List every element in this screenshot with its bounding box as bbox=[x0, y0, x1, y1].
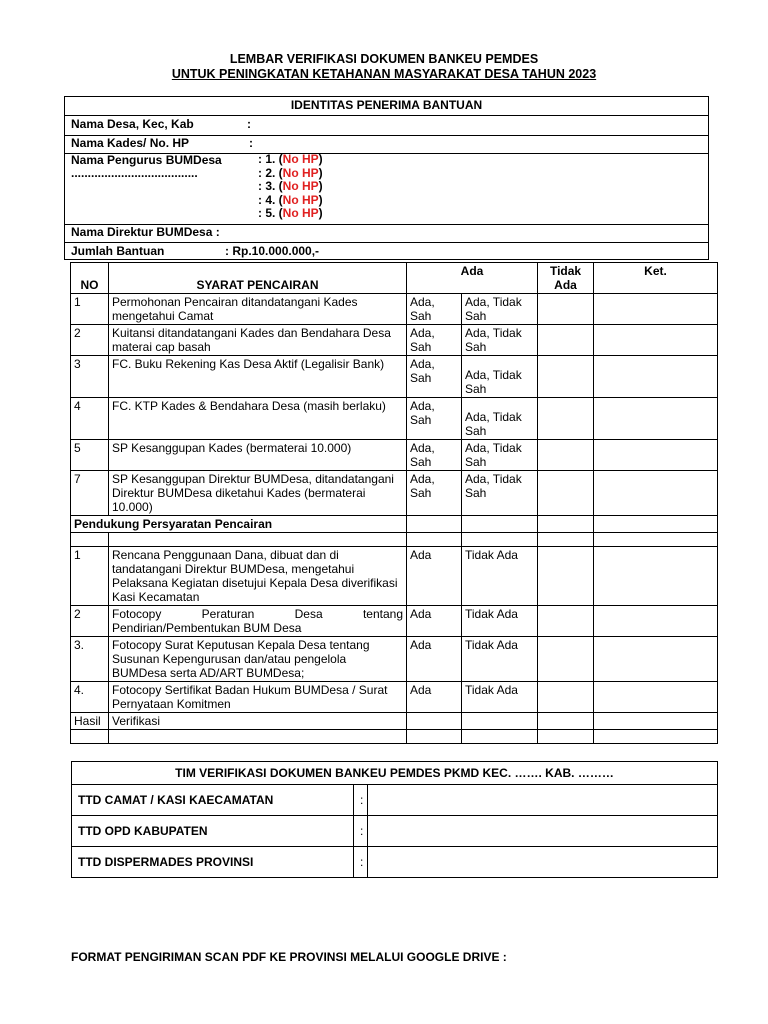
row-tidak-ada-cell bbox=[538, 440, 594, 471]
pengurus-item: : 4. (No HP) bbox=[258, 192, 323, 207]
header-no: NO bbox=[71, 263, 109, 294]
signature-row bbox=[72, 847, 718, 878]
hasil-no: Hasil bbox=[71, 713, 109, 730]
row-syarat: Fotocopy Sertifikat Badan Hukum BUMDesa / Surat Pernyataan Komitmen bbox=[109, 682, 407, 713]
row-ket-cell bbox=[594, 325, 718, 356]
row-syarat: Rencana Penggunaan Dana, dibuat dan di tandatangani Direktur BUMDesa, mengetahui Pelaksana Kegiatan disetujui Kepala Desa diverifikasi Kasi Kecamatan bbox=[109, 547, 407, 606]
table-header-row bbox=[71, 263, 718, 294]
row-ada-sah: Ada, Sah bbox=[407, 440, 462, 471]
row-no: 2 bbox=[71, 325, 109, 356]
row-syarat: FC. KTP Kades & Bendahara Desa (masih berlaku) bbox=[109, 398, 407, 440]
section-row bbox=[71, 516, 718, 533]
identity-heading-row bbox=[65, 97, 708, 116]
document-title: LEMBAR VERIFIKASI DOKUMEN BANKEU PEMDES bbox=[229, 52, 539, 66]
row-syarat: Kuitansi ditandatangani Kades dan Bendahara Desa materai cap basah bbox=[109, 325, 407, 356]
row-tidak-ada: Tidak Ada bbox=[462, 637, 538, 682]
table-row bbox=[71, 294, 718, 325]
signature-label: TTD CAMAT / KASI KAECAMATAN bbox=[72, 785, 354, 816]
hasil-row bbox=[71, 713, 718, 730]
row-ket-cell bbox=[594, 682, 718, 713]
row-ket-cell bbox=[594, 547, 718, 606]
identity-pengurus-row bbox=[65, 153, 708, 225]
identity-box bbox=[64, 96, 709, 260]
row-ket-cell bbox=[594, 440, 718, 471]
pengurus-dots: ...................................... bbox=[71, 166, 198, 180]
row-ket-cell bbox=[594, 356, 718, 398]
hasil-label: Verifikasi bbox=[109, 713, 407, 730]
table-row bbox=[71, 325, 718, 356]
row-ket-cell bbox=[594, 398, 718, 440]
row-tidak-ada: Tidak Ada bbox=[462, 606, 538, 637]
pengurus-item: : 3. (No HP) bbox=[258, 179, 323, 194]
signature-row bbox=[72, 785, 718, 816]
row-ket-cell bbox=[594, 471, 718, 516]
signature-heading-row bbox=[72, 762, 718, 785]
row-tidak-ada-cell bbox=[538, 325, 594, 356]
row-tidak-ada-cell bbox=[538, 682, 594, 713]
table-row bbox=[71, 440, 718, 471]
desa-label: Nama Desa, Kec, Kab bbox=[71, 117, 194, 131]
section-label: Pendukung Persyaratan Pencairan bbox=[71, 516, 407, 533]
row-tidak-ada: Tidak Ada bbox=[462, 682, 538, 713]
signature-table bbox=[71, 761, 718, 878]
row-ada-sah: Ada, Sah bbox=[407, 294, 462, 325]
row-ada-tidak-sah: Ada, Tidak Sah bbox=[462, 294, 538, 325]
signature-colon: : bbox=[354, 785, 368, 816]
row-ada-tidak-sah: Ada, Tidak Sah bbox=[462, 325, 538, 356]
row-ket-cell bbox=[594, 637, 718, 682]
row-ada: Ada bbox=[407, 637, 462, 682]
signature-colon: : bbox=[354, 816, 368, 847]
signature-field bbox=[368, 847, 718, 878]
signature-field bbox=[368, 785, 718, 816]
kades-label: Nama Kades/ No. HP bbox=[71, 136, 190, 150]
row-no: 3. bbox=[71, 637, 109, 682]
header-ada: Ada bbox=[407, 263, 538, 294]
row-tidak-ada: Tidak Ada bbox=[462, 547, 538, 606]
row-no: 4 bbox=[71, 398, 109, 440]
row-syarat: SP Kesanggupan Direktur BUMDesa, ditandatangani Direktur BUMDesa diketahui Kades (bermaterai 10.000) bbox=[109, 471, 407, 516]
row-no: 1 bbox=[71, 294, 109, 325]
row-ket-cell bbox=[594, 606, 718, 637]
pengurus-label: Nama Pengurus BUMDesa bbox=[71, 153, 222, 167]
table-row bbox=[71, 356, 718, 398]
jumlah-value: : Rp.10.000.000,- bbox=[225, 244, 320, 258]
row-no: 7 bbox=[71, 471, 109, 516]
identity-kades-row bbox=[65, 135, 708, 154]
row-syarat: Permohonan Pencairan ditandatangani Kades mengetahui Camat bbox=[109, 294, 407, 325]
row-ada-tidak-sah: Ada, Tidak Sah bbox=[462, 356, 538, 398]
row-no: 1 bbox=[71, 547, 109, 606]
signature-row bbox=[72, 816, 718, 847]
direktur-label: Nama Direktur BUMDesa : bbox=[71, 225, 220, 239]
row-syarat: Fotocopy Peraturan Desa tentang Pendirian/Pembentukan BUM Desa bbox=[109, 606, 407, 637]
row-syarat: Fotocopy Surat Keputusan Kepala Desa tentang Susunan Kepengurusan dan/atau pengelola BUMDesa serta AD/ART BUMDesa; bbox=[109, 637, 407, 682]
footer-note: FORMAT PENGIRIMAN SCAN PDF KE PROVINSI MELALUI GOOGLE DRIVE : bbox=[71, 950, 507, 964]
blank-row bbox=[71, 533, 718, 547]
signature-label: TTD DISPERMADES PROVINSI bbox=[72, 847, 354, 878]
row-tidak-ada-cell bbox=[538, 398, 594, 440]
signature-label: TTD OPD KABUPATEN bbox=[72, 816, 354, 847]
table-row bbox=[71, 547, 718, 606]
kades-colon: : bbox=[249, 136, 253, 150]
header-ket: Ket. bbox=[594, 263, 718, 294]
row-syarat: SP Kesanggupan Kades (bermaterai 10.000) bbox=[109, 440, 407, 471]
blank-row bbox=[71, 730, 718, 744]
row-tidak-ada-cell bbox=[538, 637, 594, 682]
row-ada-sah: Ada, Sah bbox=[407, 398, 462, 440]
row-ada: Ada bbox=[407, 547, 462, 606]
header-syarat: SYARAT PENCAIRAN bbox=[109, 263, 407, 294]
pengurus-item: : 2. (No HP) bbox=[258, 165, 323, 180]
row-ada-sah: Ada, Sah bbox=[407, 325, 462, 356]
pengurus-list bbox=[258, 153, 323, 221]
row-ada-tidak-sah: Ada, Tidak Sah bbox=[462, 471, 538, 516]
row-tidak-ada-cell bbox=[538, 606, 594, 637]
desa-colon: : bbox=[247, 117, 251, 131]
table-row bbox=[71, 637, 718, 682]
row-syarat: FC. Buku Rekening Kas Desa Aktif (Legalisir Bank) bbox=[109, 356, 407, 398]
identity-heading: IDENTITAS PENERIMA BANTUAN bbox=[290, 98, 483, 112]
identity-direktur-row bbox=[65, 224, 708, 243]
document-subtitle: UNTUK PENINGKATAN KETAHANAN MASYARAKAT DESA TAHUN 2023 bbox=[171, 67, 597, 81]
row-tidak-ada-cell bbox=[538, 471, 594, 516]
row-no: 2 bbox=[71, 606, 109, 637]
row-ada-tidak-sah: Ada, Tidak Sah bbox=[462, 440, 538, 471]
row-no: 3 bbox=[71, 356, 109, 398]
signature-colon: : bbox=[354, 847, 368, 878]
table-row bbox=[71, 471, 718, 516]
requirements-table bbox=[70, 262, 718, 744]
row-ada: Ada bbox=[407, 606, 462, 637]
pengurus-item: : 1. (No HP) bbox=[258, 152, 323, 166]
row-tidak-ada-cell bbox=[538, 294, 594, 325]
row-tidak-ada-cell bbox=[538, 547, 594, 606]
jumlah-label: Jumlah Bantuan bbox=[71, 244, 165, 258]
header-tidak-ada: Tidak Ada bbox=[538, 263, 594, 294]
table-row bbox=[71, 606, 718, 637]
row-tidak-ada-cell bbox=[538, 356, 594, 398]
row-ada-sah: Ada, Sah bbox=[407, 356, 462, 398]
pengurus-item: : 5. (No HP) bbox=[258, 206, 323, 221]
row-no: 5 bbox=[71, 440, 109, 471]
table-row bbox=[71, 682, 718, 713]
identity-jumlah-row bbox=[65, 242, 708, 261]
row-ada: Ada bbox=[407, 682, 462, 713]
signature-heading: TIM VERIFIKASI DOKUMEN BANKEU PEMDES PKMD KEC. ……. KAB. ……… bbox=[72, 762, 718, 785]
identity-desa-row bbox=[65, 115, 708, 136]
table-row bbox=[71, 398, 718, 440]
row-no: 4. bbox=[71, 682, 109, 713]
row-ada-tidak-sah: Ada, Tidak Sah bbox=[462, 398, 538, 440]
row-ket-cell bbox=[594, 294, 718, 325]
signature-field bbox=[368, 816, 718, 847]
row-ada-sah: Ada, Sah bbox=[407, 471, 462, 516]
